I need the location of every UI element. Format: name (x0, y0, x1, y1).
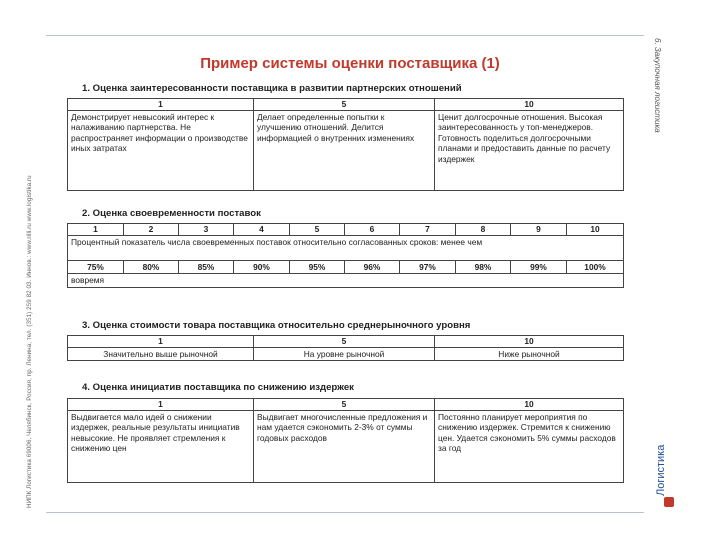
brand-logo-icon (664, 497, 674, 507)
section2-footer: вовремя (68, 274, 624, 287)
section2-value-10: 100% (567, 261, 624, 274)
section1-cell-10: Ценит долгосрочные отношения. Высокая заинтересованность у топ-менеджеров. Готовность поделиться долгосрочными планами и предоставить данные по расчету издержек (435, 111, 624, 191)
section2-value-7: 97% (400, 261, 456, 274)
bottom-divider (46, 512, 644, 513)
section3-title: 3. Оценка стоимости товара поставщика относительно среднерыночного уровня (82, 320, 471, 331)
section1-table (67, 98, 624, 191)
section2-value-4: 90% (234, 261, 290, 274)
side-section-label: 6. Закупочная логистика (653, 38, 662, 133)
section2-value-1: 75% (68, 261, 124, 274)
section3-header-10: 10 (435, 336, 624, 348)
section1-header-1: 1 (68, 99, 254, 111)
section2-value-3: 85% (179, 261, 234, 274)
section2-header-2: 2 (124, 224, 179, 236)
section3-cell-5: На уровне рыночной (254, 348, 435, 361)
section2-header-6: 6 (345, 224, 400, 236)
brand-logo-text: Логистика (655, 444, 667, 496)
section2-value-5: 95% (290, 261, 345, 274)
section4-cell-10: Постоянно планирует мероприятия по снижению издержек. Стремится к снижению цен. Удается сэкономить 5% суммы расходов за год (435, 411, 624, 483)
section2-header-5: 5 (290, 224, 345, 236)
section3-header-5: 5 (254, 336, 435, 348)
section1-cell-5: Делает определенные попытки к улучшению отношений. Делится информацией о внутренних изменениях (254, 111, 435, 191)
section2-value-9: 99% (511, 261, 567, 274)
section2-header-10: 10 (567, 224, 624, 236)
section2-description: Процентный показатель числа своевременных поставок относительно согласованных сроков: менее чем (68, 236, 624, 261)
section3-table (67, 335, 624, 361)
section4-title: 4. Оценка инициатив поставщика по снижению издержек (82, 382, 354, 393)
section3-cell-1: Значительно выше рыночной (68, 348, 254, 361)
section2-value-6: 96% (345, 261, 400, 274)
page-title: Пример системы оценки поставщика (1) (200, 55, 500, 72)
section1-title: 1. Оценка заинтересованности поставщика в развитии партнерских отношений (82, 83, 462, 94)
section3-cell-10: Ниже рыночной (435, 348, 624, 361)
section2-header-4: 4 (234, 224, 290, 236)
top-divider (46, 35, 644, 36)
section2-header-9: 9 (511, 224, 567, 236)
side-contact-text: НИПК Логистика 69006, Челябинск, Россия, пр. Ленина, тел. (351) 259 82 03. Иннов.: www.rilli.ru www.logistika.ru (26, 175, 33, 508)
section2-table (67, 223, 624, 288)
section2-value-2: 80% (124, 261, 179, 274)
section2-header-7: 7 (400, 224, 456, 236)
section2-value-8: 98% (456, 261, 511, 274)
section2-header-8: 8 (456, 224, 511, 236)
section1-cell-1: Демонстрирует невысокий интерес к налаживанию партнерства. Не распространяет информации о производстве иных затратах (68, 111, 254, 191)
section4-table (67, 398, 624, 483)
section4-header-5: 5 (254, 399, 435, 411)
section2-header-3: 3 (179, 224, 234, 236)
section2-title: 2. Оценка своевременности поставок (82, 208, 261, 219)
section4-header-10: 10 (435, 399, 624, 411)
section4-header-1: 1 (68, 399, 254, 411)
section2-header-1: 1 (68, 224, 124, 236)
section3-header-1: 1 (68, 336, 254, 348)
section1-header-5: 5 (254, 99, 435, 111)
section4-cell-5: Выдвигает многочисленные предложения и нам удается сэкономить 2-3% от суммы годовых расходов (254, 411, 435, 483)
section4-cell-1: Выдвигается мало идей о снижении издержек, реальные результаты инициатив невысокие. Не проявляет стремления к снижению цен (68, 411, 254, 483)
section1-header-10: 10 (435, 99, 624, 111)
